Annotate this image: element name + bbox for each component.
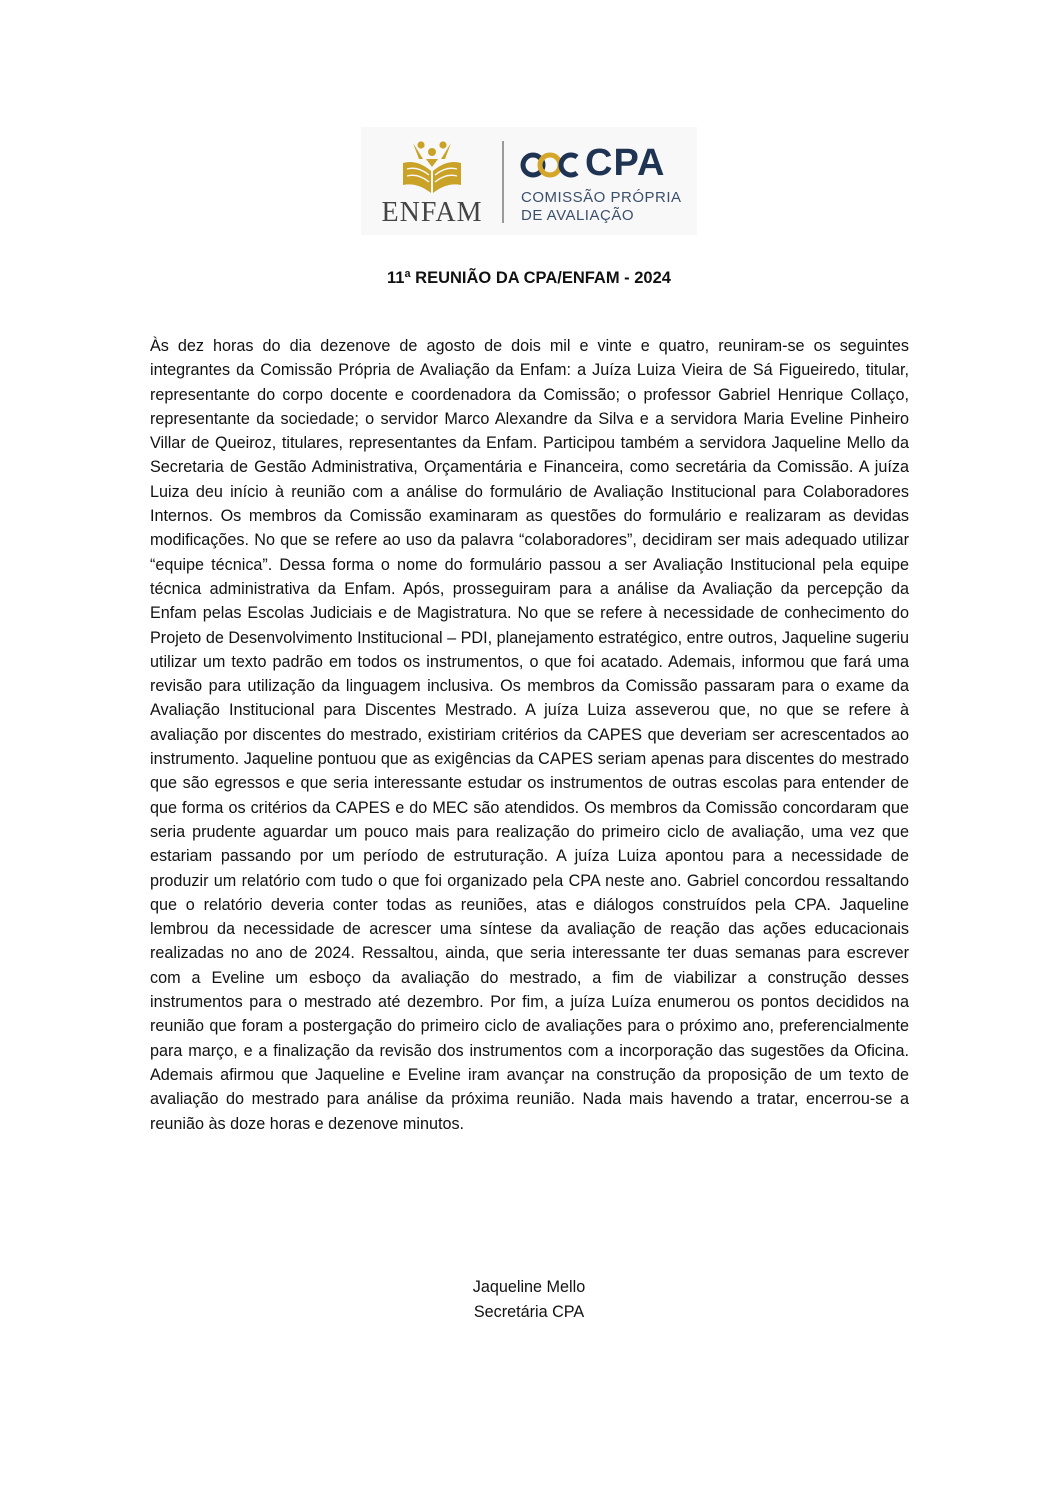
logo-divider: [502, 141, 504, 223]
signature-name: Jaqueline Mello: [472, 1278, 586, 1296]
signature-role: Secretária CPA: [473, 1302, 585, 1321]
enfam-logo-text: ENFAM: [381, 197, 483, 228]
cpa-subtitle-line2: DE AVALIAÇÃO: [521, 207, 634, 224]
cpa-logo-text: CPA: [585, 142, 666, 184]
enfam-logo: [373, 133, 483, 231]
cpa-rings-icon: [519, 145, 583, 185]
cpa-logo: [519, 141, 689, 227]
signature-block: [400, 1275, 658, 1324]
cpa-subtitle-line1: COMISSÃO PRÓPRIA: [521, 189, 682, 206]
cpa-logo-subtitle: [521, 189, 682, 225]
header-logos: [361, 127, 697, 235]
document-title: 11ª REUNIÃO DA CPA/ENFAM - 2024: [387, 269, 671, 287]
minutes-body-paragraph: Às dez horas do dia dezenove de agosto de dois mil e vinte e quatro, reuniram-se os seguintes integrantes da Comissão Própria de Avaliação da Enfam: a Juíza Luiza Vieira de Sá Figueiredo, titular, representante do corpo docente e coordenadora da Comissão; o professor Gabriel Henrique Collaço, representante da sociedade; o servidor Marco Alexandre da Silva e a servidora Maria Eveline Pinheiro Villar de Queiroz, titulares, representantes da Enfam. Participou também a servidora Jaqueline Mello da Secretaria de Gestão Administrativa, Orçamentária e Financeira, como secretária da Comissão. A juíza Luiza deu início à reunião com a análise do formulário de Avaliação Institucional para Colaboradores Internos. Os membros da Comissão examinaram as questões do formulário e realizaram as devidas modificações. No que se refere ao uso da palavra “colaboradores”, decidiram ser mais adequado utilizar “equipe técnica”. Dessa forma o nome do formulário passou a ser Avaliação Institucional pela equipe técnica administrativa da Enfam. Após, prosseguiram para a análise da Avaliação da percepção da Enfam pelas Escolas Judiciais e de Magistratura. No que se refere à necessidade de conhecimento do Projeto de Desenvolvimento Institucional – PDI, planejamento estratégico, entre outros, Jaqueline sugeriu utilizar um texto padrão em todos os instrumentos, o que foi acatado. Ademais, informou que fará uma revisão para utilização da linguagem inclusiva. Os membros da Comissão passaram para o exame da Avaliação Institucional para Discentes Mestrado. A juíza Luiza asseverou que, no que se refere à avaliação por discentes do mestrado, existiriam critérios da CAPES que deveriam ser acrescentados ao instrumento. Jaqueline pontuou que as exigências da CAPES seriam apenas para discentes do mestrado que são egressos e que seria interessante estudar os instrumentos de outras escolas para entender de que forma os critérios da CAPES e do MEC são atendidos. Os membros da Comissão concordaram que seria prudente aguardar um pouco mais para realização do primeiro ciclo de avaliação, uma vez que estariam passando por um período de estruturação. A juíza Luiza apontou para a necessidade de produzir um relatório com tudo o que foi organizado pela CPA neste ano. Gabriel concordou ressaltando que o relatório deveria conter todas as reuniões, atas e diálogos construídos pela CPA. Jaqueline lembrou da necessidade de acrescer uma síntese da avaliação de reação das ações educacionais realizadas no ano de 2024. Ressaltou, ainda, que seria interessante ter duas semanas para escrever com a Eveline um esboço da avaliação do mestrado, a fim de viabilizar a construção desses instrumentos para o mestrado até dezembro. Por fim, a juíza Luíza enumerou os pontos decididos na reunião que foram a postergação do primeiro ciclo de avaliações para o próximo ano, preferencialmente para março, e a finalização da revisão dos instrumentos com a incorporação das sugestões da Oficina. Ademais afirmou que Jaqueline e Eveline iram avançar na construção da proposição de um texto de avaliação do mestrado para análise da próxima reunião. Nada mais havendo a tratar, encerrou-se a reunião às doze horas e dezenove minutos.: [150, 337, 909, 1133]
enfam-emblem-icon: [399, 137, 465, 197]
